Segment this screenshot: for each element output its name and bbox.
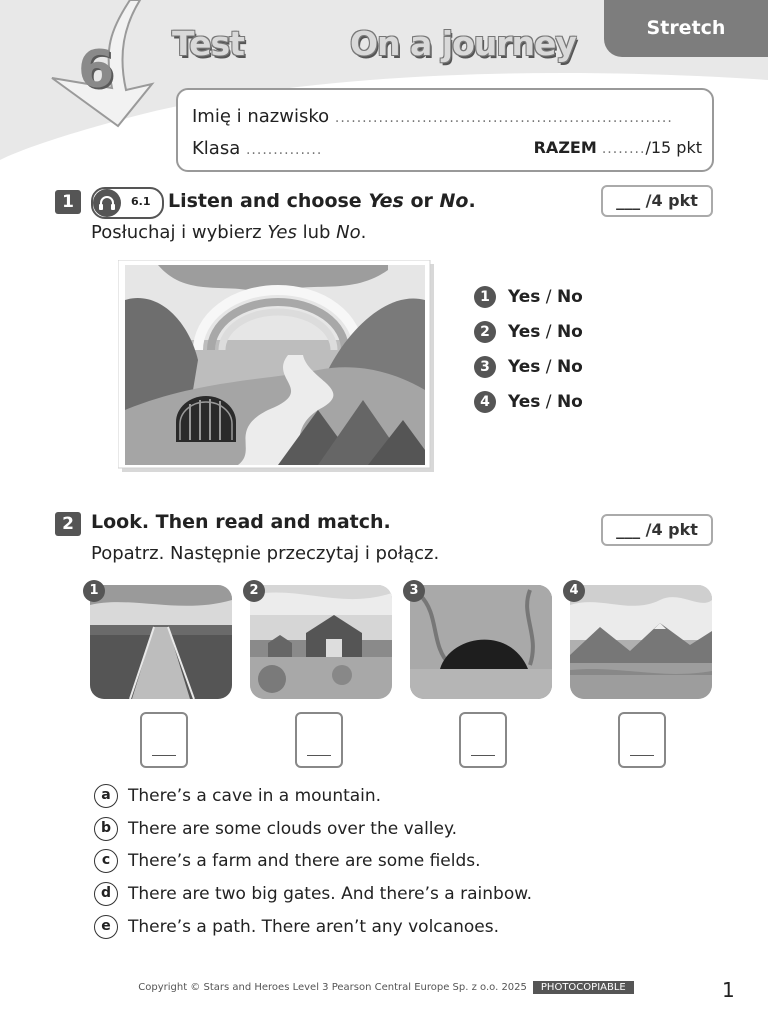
exercise1-subtitle: Posłuchaj i wybierz Yes lub No. — [91, 222, 367, 243]
exercise2-subtitle: Popatrz. Następnie przeczytaj i połącz. — [91, 543, 440, 564]
audio-track-badge[interactable] — [91, 187, 164, 219]
photo-number-4: 4 — [563, 580, 585, 602]
sentence-e: e There’s a path. There aren’t any volcanoes. — [94, 915, 499, 939]
name-row — [192, 106, 673, 127]
class-field[interactable]: .............. — [245, 142, 323, 158]
copyright-text: Copyright © Stars and Heroes Level 3 Pearson Central Europe Sp. z o.o. 2025 — [138, 982, 527, 993]
answer-box-2[interactable] — [295, 712, 343, 768]
total-label: RAZEM — [533, 138, 597, 157]
photocopiable-badge: PHOTOCOPIABLE — [533, 981, 634, 994]
answer-box-3[interactable] — [459, 712, 507, 768]
class-row — [192, 138, 322, 159]
total-score — [534, 138, 702, 157]
unit-number: 6 — [78, 40, 115, 100]
total-points: /15 pkt — [645, 138, 702, 157]
exercise1-number: 1 — [55, 190, 81, 214]
answer-item-2[interactable]: 2 Yes / No — [474, 321, 583, 343]
photo-cave — [410, 585, 552, 699]
headphones-icon — [93, 189, 121, 217]
exercise1-title: Listen and choose Yes or No. — [168, 190, 476, 212]
exercise2-number: 2 — [55, 512, 81, 536]
photo-farm — [250, 585, 392, 699]
sentence-d: d There are two big gates. And there’s a rainbow. — [94, 882, 532, 906]
student-info-box — [176, 88, 714, 172]
level-tag: Stretch — [604, 0, 768, 57]
answer-box-4[interactable] — [618, 712, 666, 768]
photo-path — [90, 585, 232, 699]
answer-item-1[interactable]: 1 Yes / No — [474, 286, 583, 308]
name-label: Imię i nazwisko — [192, 106, 330, 127]
class-label: Klasa — [192, 138, 241, 159]
answer-item-3[interactable]: 3 Yes / No — [474, 356, 583, 378]
photo-number-3: 3 — [403, 580, 425, 602]
total-field[interactable]: ........ — [601, 141, 646, 157]
exercise2-points: ___ /4 pkt — [601, 514, 713, 546]
test-label: Test — [172, 24, 244, 63]
sentence-b: b There are some clouds over the valley. — [94, 817, 457, 841]
sentence-c: c There’s a farm and there are some fields. — [94, 849, 481, 873]
exercise1-points: ___ /4 pkt — [601, 185, 713, 217]
answer-item-4[interactable]: 4 Yes / No — [474, 391, 583, 413]
answer-box-1[interactable] — [140, 712, 188, 768]
photo-number-2: 2 — [243, 580, 265, 602]
footer — [0, 982, 768, 993]
page-number: 1 — [722, 978, 735, 1002]
unit-title: On a journey — [350, 24, 576, 63]
photo-valley — [570, 585, 712, 699]
exercise2-title: Look. Then read and match. — [91, 511, 391, 533]
photo-number-1: 1 — [83, 580, 105, 602]
name-field[interactable]: .............................................................. — [334, 110, 673, 126]
sentence-a: a There’s a cave in a mountain. — [94, 784, 381, 808]
landscape-illustration — [118, 260, 436, 474]
audio-track-number: 6.1 — [131, 195, 151, 208]
